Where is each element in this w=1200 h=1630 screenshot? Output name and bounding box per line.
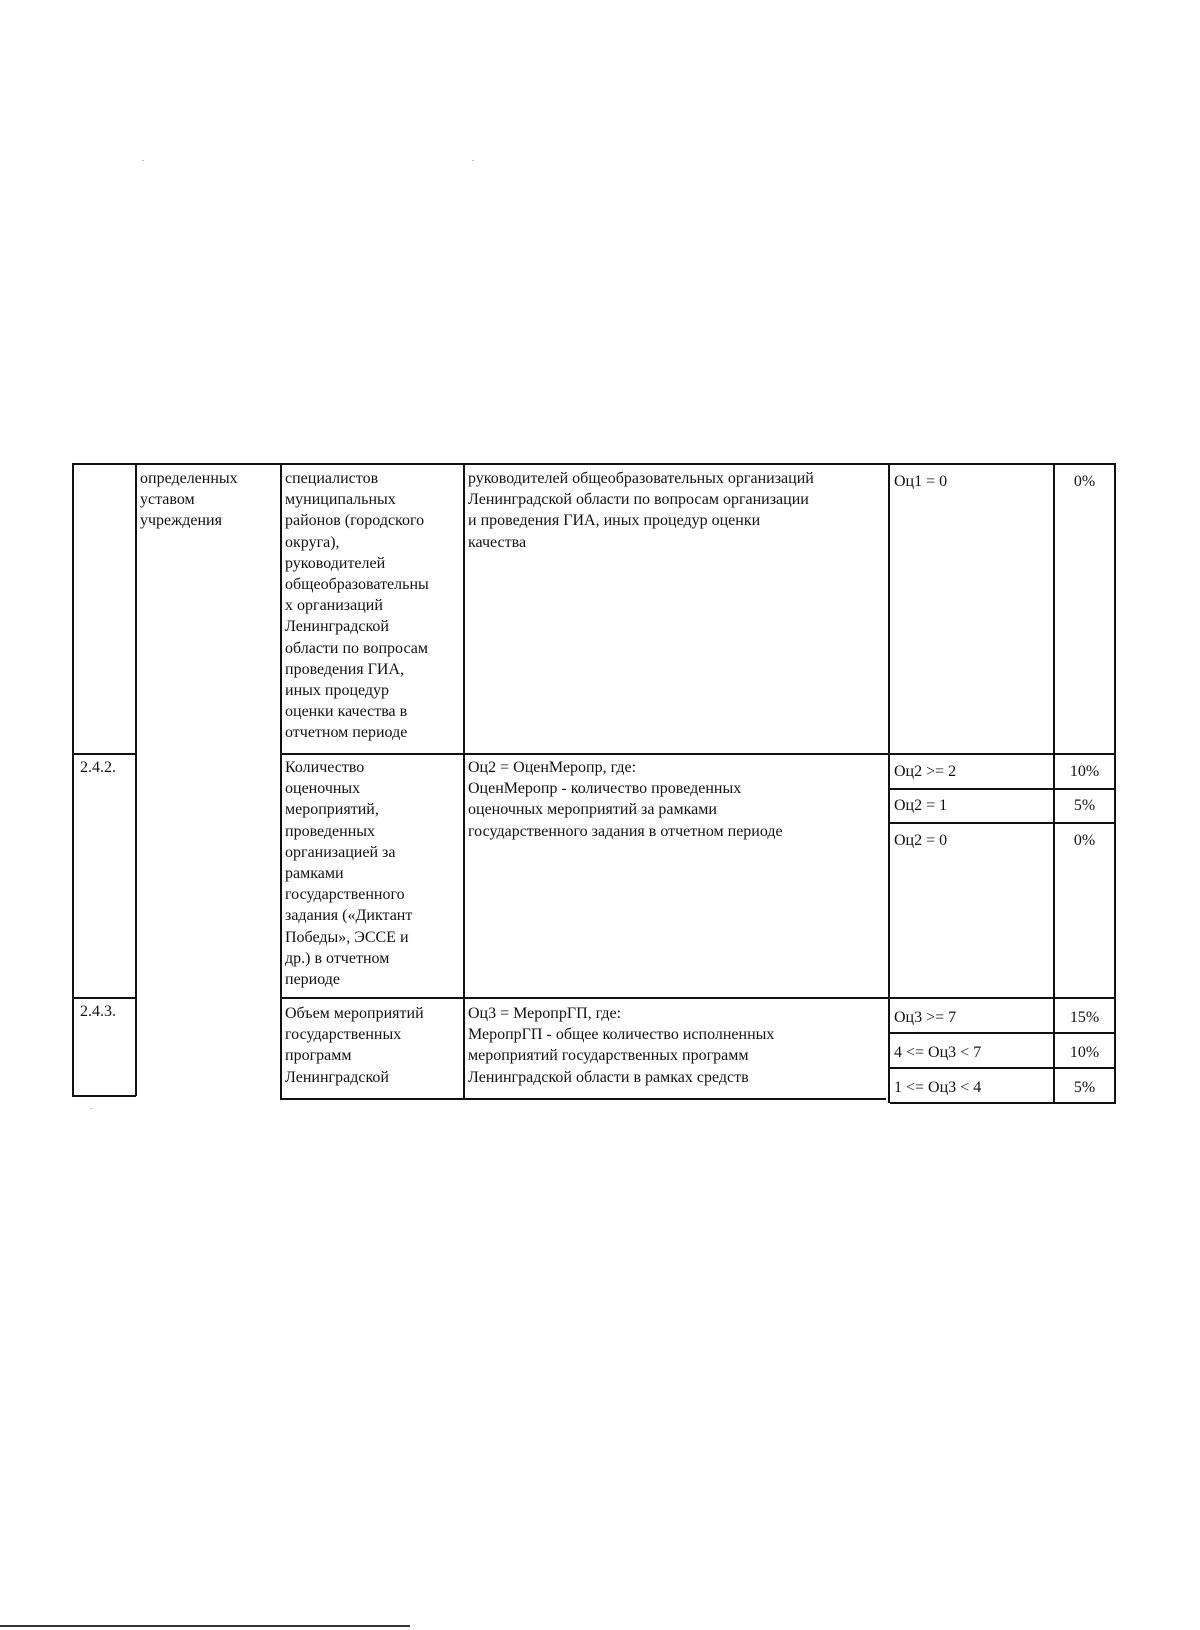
table-col-rule xyxy=(888,463,890,1103)
cell-condition: Оц2 = 1 xyxy=(894,797,948,814)
cell-condition: Оц3 >= 7 xyxy=(894,1009,957,1026)
cell-condition: 1 <= Оц3 < 4 xyxy=(894,1079,982,1096)
cell-indicator-continued: специалистов муниципальных районов (городского округа), руководителей общеобразовательны х организаций Ленинградской области по вопросам проведения ГИА, иных процедур оценки качества в отчетном периоде xyxy=(285,470,429,742)
cell-percent: 15% xyxy=(1069,1009,1100,1026)
table-col-rule xyxy=(463,463,465,1099)
cell-condition: Оц2 >= 2 xyxy=(894,763,957,780)
scan-edge-line xyxy=(0,1625,410,1627)
cell-percent: 5% xyxy=(1073,1079,1096,1096)
table-rule xyxy=(72,753,136,755)
cell-percent: 5% xyxy=(1073,797,1096,814)
table-border-left xyxy=(72,463,74,1096)
cell-formula: Оц2 = ОценМеропр, где: ОценМеропр - количество проведенных оценочных мероприятий за рамками государственного задания в отчетном периоде xyxy=(468,759,783,840)
cell-indicator: Объем мероприятий государственных программ Ленинградской xyxy=(285,1005,424,1086)
table-rule xyxy=(890,788,1116,790)
table-rule xyxy=(890,1102,1116,1104)
cell-row-number: 2.4.2. xyxy=(80,759,116,776)
cell-criterion-continued: определенных уставом учреждения xyxy=(140,470,238,530)
table-rule xyxy=(72,997,136,999)
table-rule xyxy=(890,1067,1116,1069)
cell-percent: 10% xyxy=(1069,1044,1100,1061)
scan-speck xyxy=(142,160,144,161)
cell-condition: Оц2 = 0 xyxy=(894,832,948,849)
scan-speck xyxy=(90,1108,92,1109)
table-rule xyxy=(72,1095,136,1097)
table-rule xyxy=(280,753,1116,755)
table-rule xyxy=(890,822,1116,824)
table-rule-top xyxy=(72,463,1116,465)
table-rule xyxy=(280,1098,886,1100)
cell-percent: 0% xyxy=(1073,473,1096,490)
cell-percent: 0% xyxy=(1073,832,1096,849)
cell-condition: 4 <= Оц3 < 7 xyxy=(894,1044,982,1061)
table-rule xyxy=(280,997,1116,999)
table-border-right xyxy=(1114,463,1116,1103)
cell-condition: Оц1 = 0 xyxy=(894,473,948,490)
cell-formula: Оц3 = МеропрГП, где: МеропрГП - общее количество исполненных мероприятий государственных программ Ленинградской области в рамках средств xyxy=(468,1005,775,1086)
scan-speck xyxy=(472,160,474,161)
cell-percent: 10% xyxy=(1069,763,1100,780)
table-rule xyxy=(890,1032,1116,1034)
cell-row-number: 2.4.3. xyxy=(80,1003,116,1020)
cell-formula-continued: руководителей общеобразовательных организаций Ленинградской области по вопросам организации и проведения ГИА, иных процедур оценки качества xyxy=(468,470,814,551)
cell-indicator: Количество оценочных мероприятий, проведенных организацией за рамками государственного задания («Диктант Победы», ЭССЕ и др.) в отчетном периоде xyxy=(285,759,413,989)
table-col-rule xyxy=(280,463,282,1099)
